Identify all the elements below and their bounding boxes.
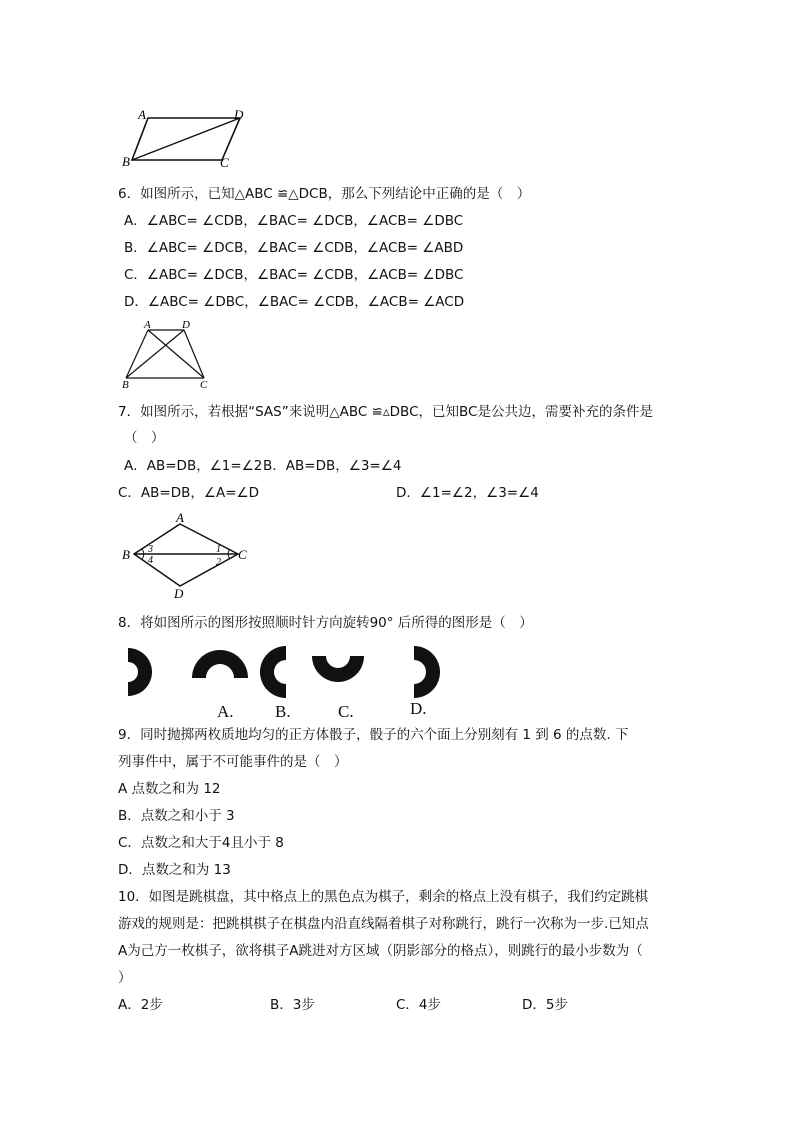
q7-stem-cont: （ ） <box>124 430 165 446</box>
q7-option-c: C．AB=DB，∠A=∠D <box>118 485 260 501</box>
label-A: A <box>144 319 151 331</box>
q8-label-b: B. <box>275 702 291 721</box>
angle-2: 2 <box>216 557 221 568</box>
q7-option-d: D．∠1=∠2，∠3=∠4 <box>396 485 539 501</box>
label-A: A <box>176 510 184 525</box>
label-B: B <box>122 154 130 169</box>
q8-label-c: C. <box>338 702 354 721</box>
q9-stem-line1: 9．同时抛掷两枚质地均匀的正方体骰子，骰子的六个面上分别刻有 1 到 6 的点数. 下 <box>118 727 629 743</box>
label-C: C <box>200 379 208 390</box>
angle-3: 3 <box>148 544 153 555</box>
q7-kite-figure <box>120 508 252 600</box>
q8-label-a: A. <box>217 702 234 721</box>
q10-line2: 游戏的规则是：把跳棋棋子在棋盘内沿直线隔着棋子对称跳行，跳行一次称为一步.已知点 <box>118 916 649 932</box>
q10-option-a: A．2步 <box>118 997 163 1013</box>
label-D: D <box>182 319 190 331</box>
q10-line4: ） <box>118 970 132 986</box>
label-C: C <box>238 547 247 562</box>
q10-line1: 10．如图是跳棋盘，其中格点上的黑色点为棋子，剩余的格点上没有棋子，我们约定跳棋 <box>118 889 649 905</box>
q10-line3: A为己方一枚棋子，欲将棋子A跳进对方区域（阴影部分的格点），则跳行的最小步数为（ <box>118 943 643 959</box>
q6-option-c: C．∠ABC= ∠DCB，∠BAC= ∠CDB，∠ACB= ∠DBC <box>124 267 464 283</box>
q7-stem: 7．如图所示，若根据“SAS”来说明△ABC ≌▵DBC，已知BC是公共边，需要补充的条件是 <box>118 404 653 420</box>
q8-label-d: D. <box>410 699 427 718</box>
label-D: D <box>174 586 184 600</box>
label-C: C <box>220 155 229 170</box>
q10-option-b: B．3步 <box>270 997 315 1013</box>
angle-1: 1 <box>216 544 221 555</box>
parallelogram-figure <box>118 104 250 170</box>
q10-option-d: D．5步 <box>522 997 568 1013</box>
q9-option-d: D．点数之和为 13 <box>118 862 231 878</box>
q9-option-b: B．点数之和小于 3 <box>118 808 235 824</box>
q10-option-c: C．4步 <box>396 997 442 1013</box>
q6-option-b: B．∠ABC= ∠DCB，∠BAC= ∠CDB，∠ACB= ∠ABD <box>124 240 464 256</box>
angle-4: 4 <box>148 555 153 566</box>
q9-stem-line2: 列事件中，属于不可能事件的是（ ） <box>118 754 348 770</box>
label-B: B <box>122 547 130 562</box>
q6-stem: 6．如图所示，已知△ABC ≌△DCB，那么下列结论中正确的是（ ） <box>118 186 531 202</box>
q8-stem: 8．将如图所示的图形按照顺时针方向旋转90° 后所得的图形是（ ） <box>118 615 533 631</box>
label-A: A <box>138 107 146 122</box>
q7-option-b: B．AB=DB，∠3=∠4 <box>263 458 402 474</box>
q8-shapes <box>118 638 448 704</box>
q7-option-a: A．AB=DB，∠1=∠2 <box>124 458 263 474</box>
q6-trapezoid-figure <box>118 318 218 390</box>
q9-option-a: A 点数之和为 12 <box>118 781 221 797</box>
q9-option-c: C．点数之和大于4且小于 8 <box>118 835 284 851</box>
q6-option-a: A．∠ABC= ∠CDB，∠BAC= ∠DCB，∠ACB= ∠DBC <box>124 213 464 229</box>
q6-option-d: D．∠ABC= ∠DBC，∠BAC= ∠CDB，∠ACB= ∠ACD <box>124 294 465 310</box>
label-B: B <box>122 379 129 390</box>
label-D: D <box>234 107 244 122</box>
